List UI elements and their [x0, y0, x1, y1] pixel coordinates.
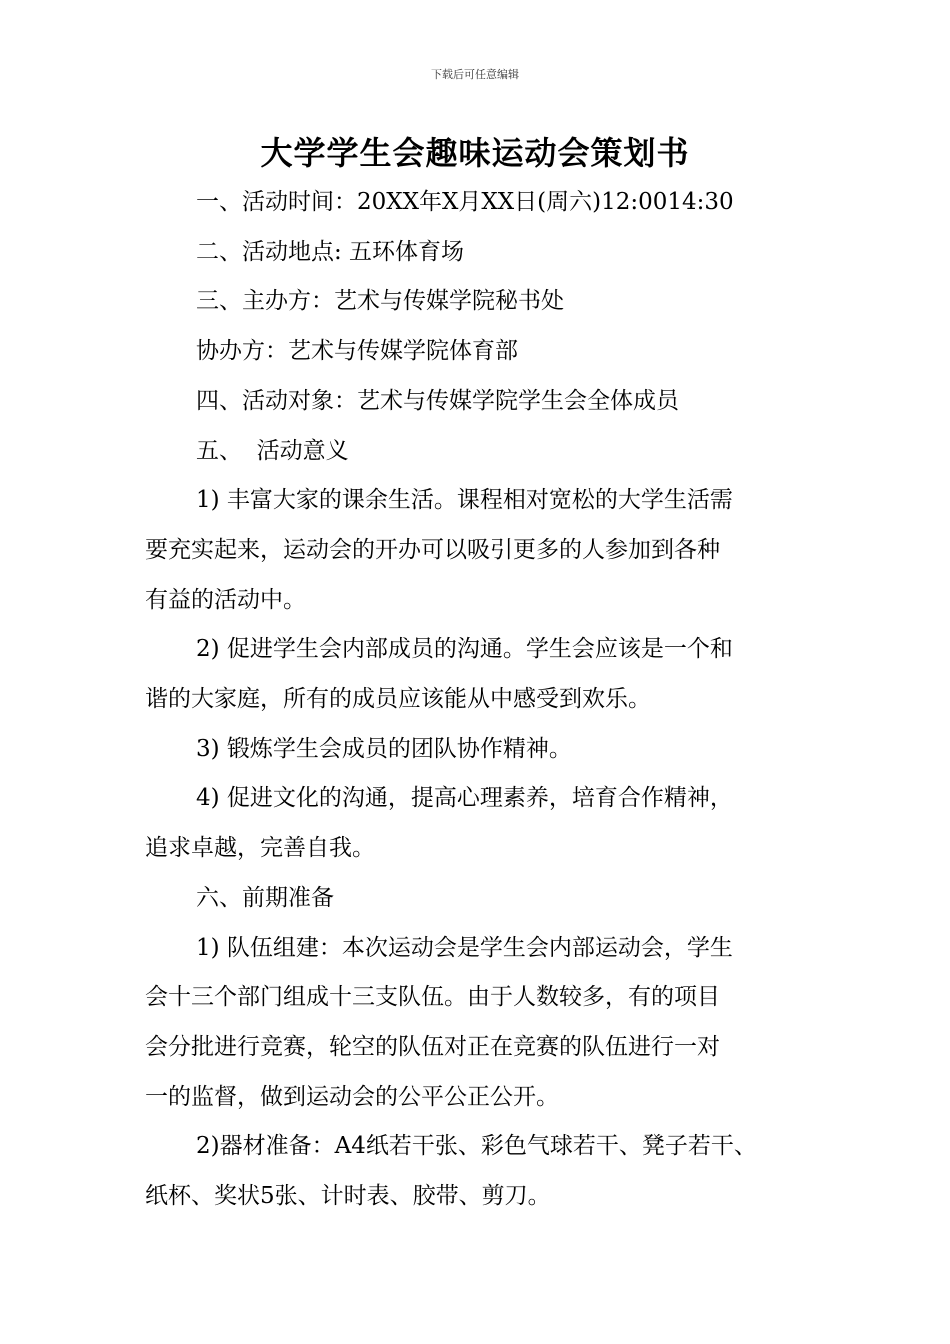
paragraph-line: 2) 促进学生会内部成员的沟通。学生会应该是一个和	[196, 636, 733, 663]
paragraph-line: 1) 丰富大家的课余生活。课程相对宽松的大学生活需	[196, 487, 733, 514]
document-body	[145, 178, 825, 1222]
paragraph-line: 会十三个部门组成十三支队伍。由于人数较多，有的项目	[145, 984, 720, 1011]
paragraph-line: 4) 促进文化的沟通，提高心理素养，培育合作精神，	[196, 785, 733, 812]
paragraph-line: 2)器材准备：A4纸若干张、彩色气球若干、凳子若干、	[196, 1133, 757, 1160]
paragraph-line: 有益的活动中。	[145, 586, 306, 613]
paragraph-line: 1) 队伍组建：本次运动会是学生会内部运动会，学生	[196, 934, 733, 961]
paragraph-line: 协办方：艺术与传媒学院体育部	[196, 338, 518, 365]
section-heading: 六、前期准备	[196, 884, 334, 911]
paragraph-line: 一的监督，做到运动会的公平公正公开。	[145, 1083, 559, 1110]
paragraph-line: 3) 锻炼学生会成员的团队协作精神。	[196, 735, 572, 762]
paragraph-line: 三、主办方：艺术与传媒学院秘书处	[196, 288, 564, 315]
document-title: 大学学生会趣味运动会策划书	[260, 134, 690, 172]
paragraph-line: 追求卓越，完善自我。	[145, 835, 375, 862]
paragraph-line: 二、活动地点: 五环体育场	[196, 238, 465, 265]
paragraph-line: 会分批进行竞赛，轮空的队伍对正在竞赛的队伍进行一对	[145, 1033, 720, 1060]
paragraph-line: 四、活动对象：艺术与传媒学院学生会全体成员	[196, 387, 679, 414]
paragraph-line: 要充实起来，运动会的开办可以吸引更多的人参加到各种	[145, 536, 720, 563]
paragraph-line: 纸杯、奖状5张、计时表、胶带、剪刀。	[145, 1183, 551, 1210]
page-header-note: 下载后可任意编辑	[431, 68, 519, 81]
paragraph-line: 一、活动时间：20XX年X月XX日(周六)12:0014:30	[196, 189, 734, 215]
section-heading: 五、 活动意义	[196, 437, 349, 464]
paragraph-line: 谐的大家庭，所有的成员应该能从中感受到欢乐。	[145, 686, 651, 713]
